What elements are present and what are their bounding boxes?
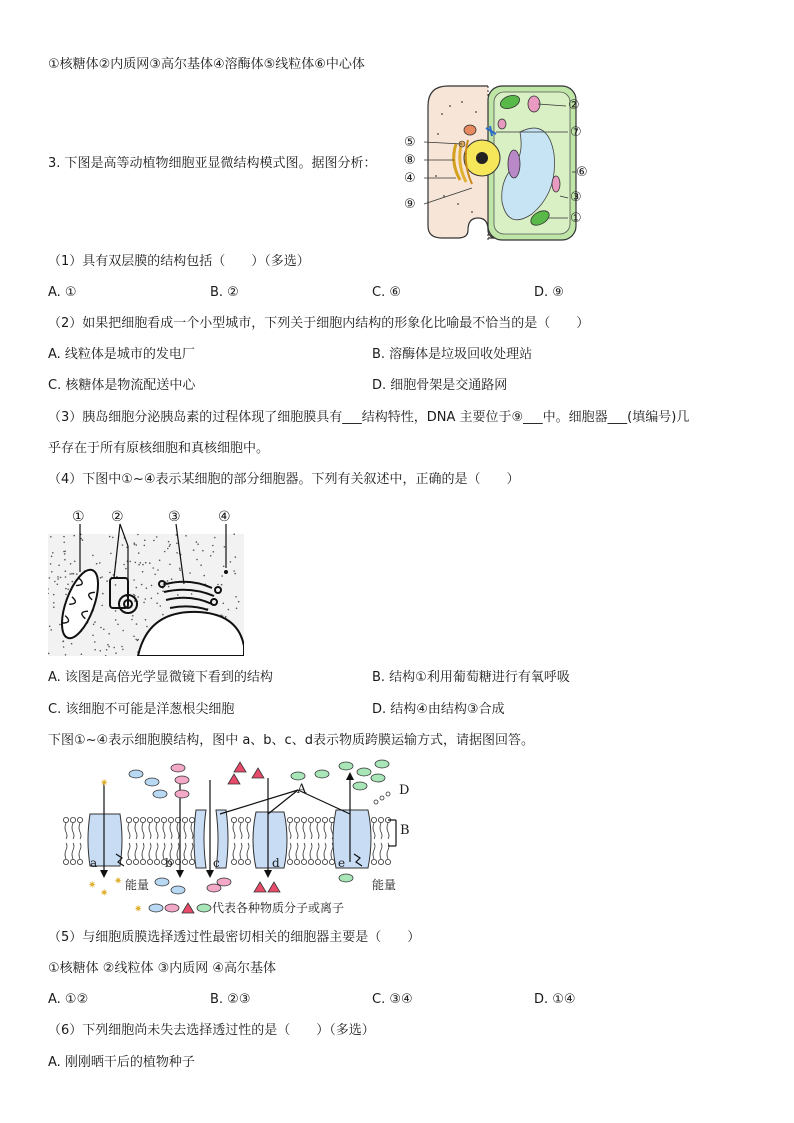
q1-option-b[interactable]: B. ② bbox=[210, 285, 239, 300]
q1-option-a[interactable]: A. ① bbox=[48, 285, 77, 300]
cell-label-3: ③ bbox=[570, 190, 582, 205]
svg-text:✷: ✷ bbox=[100, 888, 109, 899]
q4-option-a[interactable]: A. 该图是高倍光学显微镜下看到的结构 bbox=[48, 670, 273, 685]
cell-label-9: ⑨ bbox=[404, 197, 416, 212]
svg-text:✷: ✷ bbox=[134, 904, 143, 915]
q5-option-a[interactable]: A. ①② bbox=[48, 992, 89, 1007]
q2-stem: （2）如果把细胞看成一个小型城市，下列关于细胞内结构的形象化比喻最不恰当的是（ ） bbox=[48, 316, 590, 331]
q2-option-d[interactable]: D. 细胞骨架是交通路网 bbox=[372, 378, 508, 393]
q4-option-b[interactable]: B. 结构①利用葡萄糖进行有氧呼吸 bbox=[372, 670, 570, 685]
q5-options-line: ①核糖体 ②线粒体 ③内质网 ④高尔基体 bbox=[48, 961, 277, 976]
q5-option-d[interactable]: D. ①④ bbox=[534, 992, 576, 1007]
organelle-list-line: ①核糖体②内质网③高尔基体④溶酶体⑤线粒体⑥中心体 bbox=[48, 57, 365, 72]
membrane-label-d: d bbox=[272, 856, 280, 870]
membrane-energy-label-2: 能量 bbox=[372, 878, 397, 892]
q6-stem: （6）下列细胞尚未失去选择透过性的是（ ）（多选） bbox=[48, 1023, 375, 1038]
membrane-label-A: A bbox=[297, 782, 307, 797]
membrane-legend-text: 代表各种物质分子或离子 bbox=[212, 901, 345, 915]
cell-label-5: ⑤ bbox=[404, 135, 416, 150]
micrograph-label-4: ④ bbox=[218, 509, 231, 525]
svg-text:✷: ✷ bbox=[114, 876, 123, 887]
organelle-micrograph-diagram bbox=[48, 506, 244, 656]
membrane-label-e: e bbox=[338, 856, 346, 870]
micrograph-label-3: ③ bbox=[168, 509, 181, 525]
q5-option-b[interactable]: B. ②③ bbox=[210, 992, 251, 1007]
membrane-energy-label-1: 能量 bbox=[125, 878, 150, 892]
membrane-intro: 下图①~④表示细胞膜结构，图中 a、b、c、d表示物质跨膜运输方式，请据图回答。 bbox=[48, 733, 534, 748]
q6-option-a[interactable]: A. 刚刚晒干后的植物种子 bbox=[48, 1055, 195, 1070]
micrograph-label-1: ① bbox=[72, 509, 85, 525]
membrane-label-a: a bbox=[90, 856, 98, 870]
svg-text:✷: ✷ bbox=[88, 880, 97, 891]
cell-label-8: ⑧ bbox=[404, 153, 416, 168]
q2-option-b[interactable]: B. 溶酶体是垃圾回收处理站 bbox=[372, 347, 533, 362]
micrograph-label-2: ② bbox=[111, 509, 124, 525]
cell-label-1: ① bbox=[570, 211, 582, 226]
cell-label-6: ⑥ bbox=[576, 165, 588, 180]
question-3-intro: 3. 下图是高等动植物细胞亚显微结构模式图。据图分析： bbox=[48, 156, 377, 171]
q1-option-d[interactable]: D. ⑨ bbox=[534, 285, 564, 300]
q4-option-c[interactable]: C. 该细胞不可能是洋葱根尖细胞 bbox=[48, 702, 235, 717]
membrane-label-b: b bbox=[165, 856, 173, 870]
membrane-label-D: D bbox=[399, 783, 410, 798]
membrane-label-B: B bbox=[400, 823, 410, 838]
cell-label-7: ⑦ bbox=[570, 125, 582, 140]
cell-label-2: ② bbox=[568, 98, 580, 113]
q2-option-a[interactable]: A. 线粒体是城市的发电厂 bbox=[48, 347, 195, 362]
cell-label-4: ④ bbox=[404, 171, 416, 186]
q5-option-c[interactable]: C. ③④ bbox=[372, 992, 413, 1007]
q1-stem: （1）具有双层膜的结构包括（ ）（多选） bbox=[48, 254, 310, 269]
q3-line-2: 乎存在于所有原核细胞和真核细胞中。 bbox=[48, 441, 270, 456]
svg-text:✷: ✷ bbox=[100, 778, 109, 789]
q5-stem: （5）与细胞质膜选择透过性最密切相关的细胞器主要是（ ） bbox=[48, 930, 421, 945]
q4-stem: （4）下图中①~④表示某细胞的部分细胞器。下列有关叙述中，正确的是（ ） bbox=[48, 472, 520, 487]
q4-option-d[interactable]: D. 结构④由结构③合成 bbox=[372, 702, 505, 717]
membrane-label-c: c bbox=[213, 856, 220, 870]
q1-option-c[interactable]: C. ⑥ bbox=[372, 285, 401, 300]
q2-option-c[interactable]: C. 核糖体是物流配送中心 bbox=[48, 378, 196, 393]
q3-line-1: （3）胰岛细胞分泌胰岛素的过程体现了细胞膜具有___结构特性，DNA 主要位于⑨___中。细胞器___(填编号)几 bbox=[48, 410, 690, 425]
membrane-transport-diagram bbox=[60, 758, 420, 918]
